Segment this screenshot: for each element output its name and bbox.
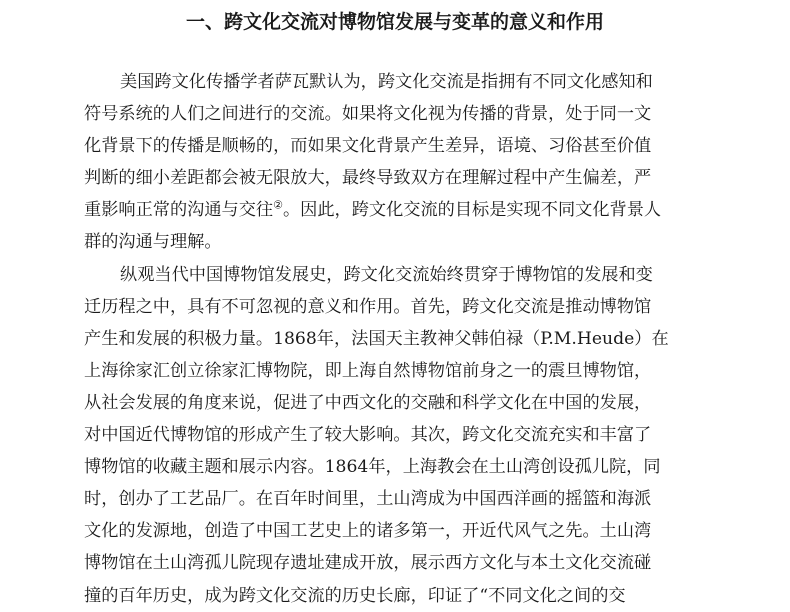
paragraph-1-line-3: 化背景下的传播是顺畅的，而如果文化背景产生差异，语境、习俗甚至价值	[84, 136, 652, 157]
paragraph-1-line-5-head: 重影响正常的沟通与交往	[84, 200, 274, 221]
paragraph-2-line-6: 对中国近代博物馆的形成产生了较大影响。其次，跨文化交流充实和丰富了	[84, 425, 652, 446]
paragraph-2-line-8: 时，创办了工艺品厂。在百年时间里，土山湾成为中国西洋画的摇篮和海派	[84, 489, 652, 510]
paragraph-2-line-2: 迁历程之中，具有不可忽视的意义和作用。首先，跨文化交流是推动博物馆	[84, 296, 652, 317]
paragraph-1-line-6: 群的沟通与理解。	[84, 232, 222, 253]
paragraph-2-line-9: 文化的发源地，创造了中国工艺史上的诸多第一，开近代风气之先。土山湾	[84, 521, 652, 542]
paragraph-2-line-7: 博物馆的收藏主题和展示内容。1864年，上海教会在土山湾创设孤儿院，同	[84, 457, 661, 478]
body-text	[84, 66, 684, 612]
footnote-marker[interactable]: ②	[273, 198, 283, 212]
paragraph-2-line-4: 上海徐家汇创立徐家汇博物院，即上海自然博物馆前身之一的震旦博物馆，	[84, 360, 652, 381]
paragraph-1-line-2: 符号系统的人们之间进行的交流。如果将文化视为传播的背景，处于同一文	[84, 104, 652, 125]
paragraph-2-line-11: 撞的百年历史，成为跨文化交流的历史长廊，印证了“不同文化之间的交	[84, 585, 626, 606]
paragraph-2-line-10: 博物馆在土山湾孤儿院现存遗址建成开放，展示西方文化与本土文化交流碰	[84, 553, 652, 574]
paragraph-1-line-1: 美国跨文化传播学者萨瓦默认为，跨文化交流是指拥有不同文化感知和	[120, 72, 653, 92]
paragraph-1-line-5-tail: 。因此，跨文化交流的目标是实现不同文化背景人	[282, 200, 662, 221]
paragraph-2-line-5: 从社会发展的角度来说，促进了中西文化的交融和科学文化在中国的发展，	[84, 392, 652, 413]
paragraph-2-line-1: 纵观当代中国博物馆发展史，跨文化交流始终贯穿于博物馆的发展和变	[120, 264, 653, 285]
paragraph-1-line-4: 判断的细小差距都会被无限放大，最终导致双方在理解过程中产生偏差，严	[84, 168, 652, 189]
section-heading: 一、跨文化交流对博物馆发展与变革的意义和作用	[185, 11, 604, 33]
paragraph-2-line-3: 产生和发展的积极力量。1868年，法国天主教神父韩伯禄（P.M.Heude）在	[84, 328, 669, 349]
paragraph-1-line-5	[84, 194, 684, 226]
